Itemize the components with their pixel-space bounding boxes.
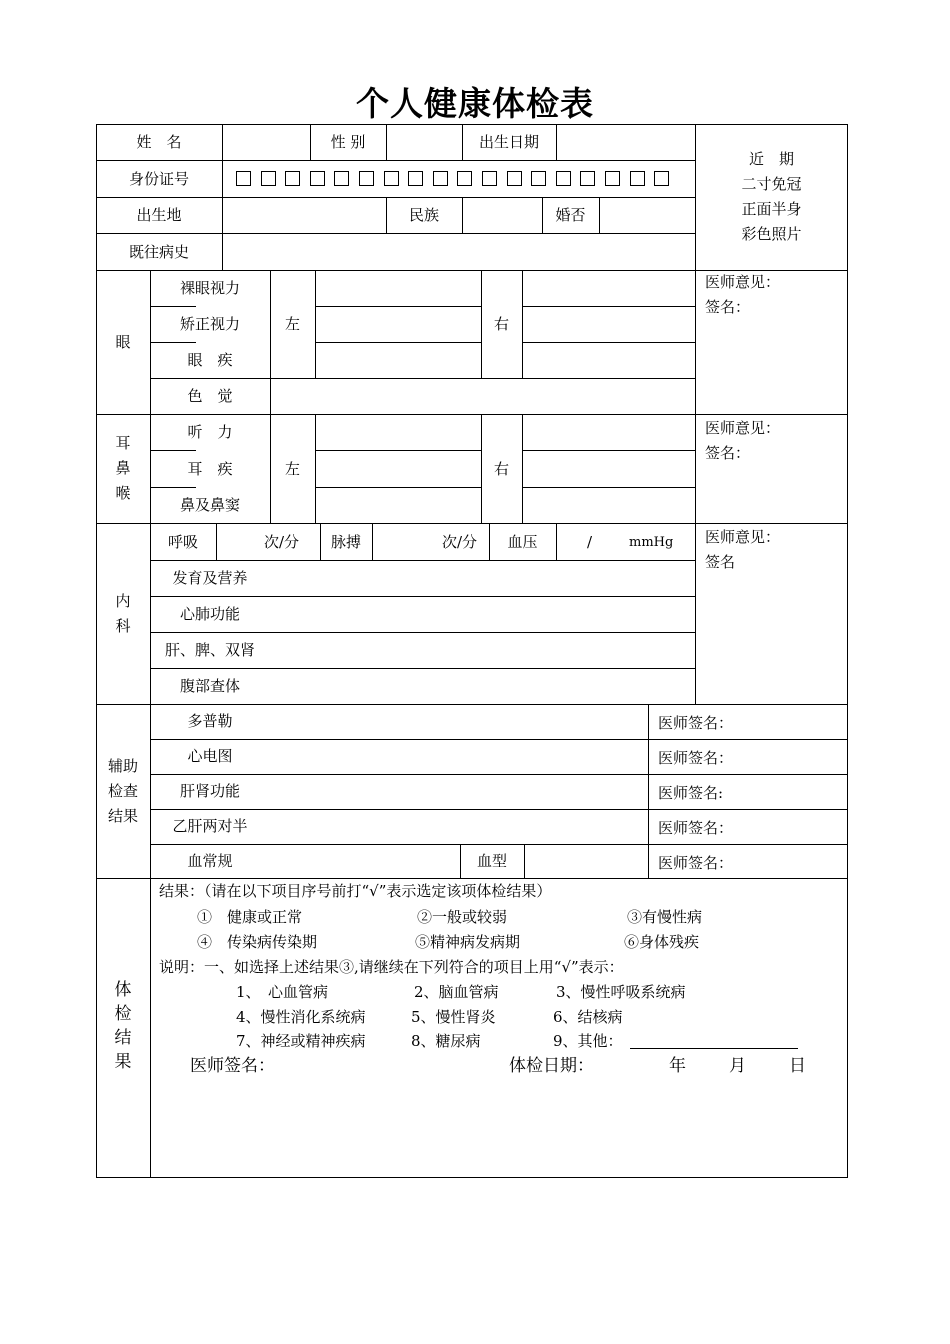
internal-row-label: 发育及营养	[172, 569, 248, 587]
internal-field[interactable]	[271, 597, 695, 632]
internal-row-label: 心肺功能	[179, 605, 240, 623]
blood-type-field[interactable]	[525, 845, 648, 878]
internal-section-label: 内 科	[115, 592, 131, 635]
aux-row-label: 心电图	[187, 747, 233, 765]
internal-field[interactable]	[271, 669, 695, 704]
photo-line: 正面半身	[741, 200, 802, 218]
eye-row-label: 色 觉	[187, 387, 233, 405]
photo-line: 彩色照片	[741, 225, 802, 243]
id-number-boxes[interactable]	[236, 171, 676, 188]
disease-option[interactable]: 3、慢性呼吸系统病	[556, 983, 686, 1001]
photo-line: 二寸免冠	[741, 175, 802, 193]
blood-type-label: 血型	[476, 852, 507, 870]
ent-doctor-opinion: 医师意见：	[705, 419, 781, 437]
aux-doctor-sign: 医师签名:	[658, 784, 724, 802]
name-label: 姓 名	[136, 133, 182, 151]
id-digit-box[interactable]	[630, 171, 645, 186]
result-option[interactable]: ④ 传染病传染期	[197, 933, 318, 951]
disease-option[interactable]: 8、糖尿病	[411, 1032, 481, 1050]
id-digit-box[interactable]	[482, 171, 497, 186]
eye-row-label: 裸眼视力	[179, 279, 240, 297]
health-exam-form	[96, 124, 848, 1178]
ent-left-field[interactable]	[316, 415, 481, 523]
blood-pressure-label: 血压	[507, 533, 538, 551]
disease-option[interactable]: 4、慢性消化系统病	[236, 1008, 366, 1026]
eye-doctor-opinion: 医师意见：	[705, 273, 781, 291]
exam-date-year: 年	[669, 1056, 686, 1076]
disease-option[interactable]: 6、结核病	[553, 1008, 623, 1026]
id-digit-box[interactable]	[334, 171, 349, 186]
aux-row-label: 肝肾功能	[179, 782, 240, 800]
birthplace-label: 出生地	[136, 206, 182, 224]
internal-field[interactable]	[271, 561, 695, 596]
id-digit-box[interactable]	[236, 171, 251, 186]
result-option[interactable]: ③有慢性病	[627, 908, 703, 926]
gender-label: 性 别	[330, 133, 366, 151]
internal-row-label: 腹部查体	[179, 677, 240, 695]
id-digit-box[interactable]	[310, 171, 325, 186]
breath-unit: 次/分	[264, 533, 300, 551]
pulse-unit: 次/分	[442, 533, 478, 551]
disease-option[interactable]: 2、脑血管病	[414, 983, 499, 1001]
birthdate-label: 出生日期	[478, 133, 539, 151]
ent-row-label: 鼻及鼻窦	[179, 496, 240, 514]
exam-date-day: 日	[789, 1056, 806, 1076]
name-field[interactable]	[223, 125, 310, 160]
id-digit-box[interactable]	[408, 171, 423, 186]
id-number-label: 身份证号	[128, 170, 189, 188]
photo-line: 近 期	[748, 150, 794, 168]
blood-routine-field[interactable]	[271, 845, 460, 878]
aux-doctor-sign: 医师签名：	[658, 714, 734, 732]
ethnicity-field[interactable]	[463, 198, 542, 233]
marital-field[interactable]	[600, 198, 695, 233]
aux-doctor-sign: 医师签名：	[658, 819, 734, 837]
id-digit-box[interactable]	[654, 171, 669, 186]
aux-row-label: 乙肝两对半	[172, 817, 248, 835]
section-divider	[96, 878, 848, 879]
form-title: 个人健康体检表	[356, 84, 594, 123]
blood-pressure-slash: /	[587, 533, 593, 551]
disease-option[interactable]: 9、其他：	[553, 1032, 623, 1050]
disease-option[interactable]: 7、神经或精神疾病	[236, 1032, 366, 1050]
id-digit-box[interactable]	[457, 171, 472, 186]
gender-field[interactable]	[387, 125, 462, 160]
result-option[interactable]: ②一般或较弱	[417, 908, 508, 926]
aux-result-field[interactable]	[271, 705, 648, 739]
pulse-label: 脉搏	[330, 533, 361, 551]
medical-history-field[interactable]	[223, 234, 695, 270]
ent-section-label: 耳 鼻 喉	[115, 434, 131, 502]
id-digit-box[interactable]	[605, 171, 620, 186]
ent-left-label: 左	[284, 460, 300, 478]
blood-pressure-unit: mmHg	[629, 535, 674, 550]
section-divider	[96, 523, 848, 524]
id-digit-box[interactable]	[261, 171, 276, 186]
id-digit-box[interactable]	[359, 171, 374, 186]
result-section-label: 体 检 结 果	[114, 980, 132, 1072]
id-digit-box[interactable]	[580, 171, 595, 186]
ent-doctor-sign: 签名：	[705, 444, 751, 462]
eye-right-label: 右	[493, 315, 509, 333]
ent-right-label: 右	[493, 460, 509, 478]
ethnicity-label: 民族	[408, 206, 439, 224]
aux-doctor-sign: 医师签名：	[658, 749, 734, 767]
eye-left-label: 左	[284, 315, 300, 333]
ent-right-field[interactable]	[523, 415, 695, 523]
aux-result-field[interactable]	[271, 775, 648, 809]
eye-row-label: 矫正视力	[179, 315, 240, 333]
id-digit-box[interactable]	[531, 171, 546, 186]
table-border-right	[847, 124, 848, 1178]
disease-option[interactable]: 1、 心血管病	[236, 983, 329, 1001]
table-border-bottom	[96, 1177, 848, 1178]
aux-row-label: 血常规	[187, 852, 233, 870]
table-border-top	[96, 124, 848, 125]
id-digit-box[interactable]	[384, 171, 399, 186]
internal-doctor-sign: 签名	[705, 553, 736, 571]
internal-field[interactable]	[271, 633, 695, 668]
exam-date-month: 月	[729, 1056, 746, 1076]
internal-doctor-opinion: 医师意见：	[705, 528, 781, 546]
eye-section-label: 眼	[115, 333, 131, 351]
result-option[interactable]: ① 健康或正常	[197, 908, 303, 926]
aux-section-label: 辅助 检查 结果	[107, 757, 138, 825]
disease-option[interactable]: 5、慢性肾炎	[411, 1008, 496, 1026]
internal-row-label: 肝、脾、双肾	[164, 641, 255, 659]
result-option[interactable]: ⑥身体残疾	[624, 933, 700, 951]
breath-label: 呼吸	[167, 533, 198, 551]
result-note: 说明：一、如选择上述结果③,请继续在下列符合的项目上用“√”表示：	[159, 958, 624, 976]
birthdate-field[interactable]	[557, 125, 695, 160]
marital-label: 婚否	[555, 206, 586, 224]
eye-left-field[interactable]	[316, 271, 481, 378]
exam-date-label: 体检日期：	[509, 1056, 594, 1076]
eye-right-field[interactable]	[523, 271, 695, 378]
eye-row-label: 眼 疾	[187, 351, 233, 369]
ent-row-label: 听 力	[187, 423, 233, 441]
result-doctor-sign: 医师签名：	[190, 1056, 275, 1076]
ent-row-label: 耳 疾	[187, 460, 233, 478]
id-digit-box[interactable]	[556, 171, 571, 186]
id-digit-box[interactable]	[285, 171, 300, 186]
eye-doctor-sign: 签名：	[705, 298, 751, 316]
color-vision-field[interactable]	[271, 379, 695, 414]
photo-placeholder	[696, 147, 847, 247]
medical-history-label: 既往病史	[128, 243, 189, 261]
id-digit-box[interactable]	[433, 171, 448, 186]
result-intro: 结果：（请在以下项目序号前打“√”表示选定该项体检结果）	[159, 882, 552, 900]
result-option[interactable]: ⑤精神病发病期	[415, 933, 521, 951]
aux-result-field[interactable]	[271, 740, 648, 774]
aux-result-field[interactable]	[271, 810, 648, 844]
id-digit-box[interactable]	[507, 171, 522, 186]
aux-row-label: 多普勒	[187, 712, 233, 730]
aux-doctor-sign: 医师签名：	[658, 854, 734, 872]
other-disease-line[interactable]	[630, 1048, 798, 1049]
birthplace-field[interactable]	[223, 198, 386, 233]
